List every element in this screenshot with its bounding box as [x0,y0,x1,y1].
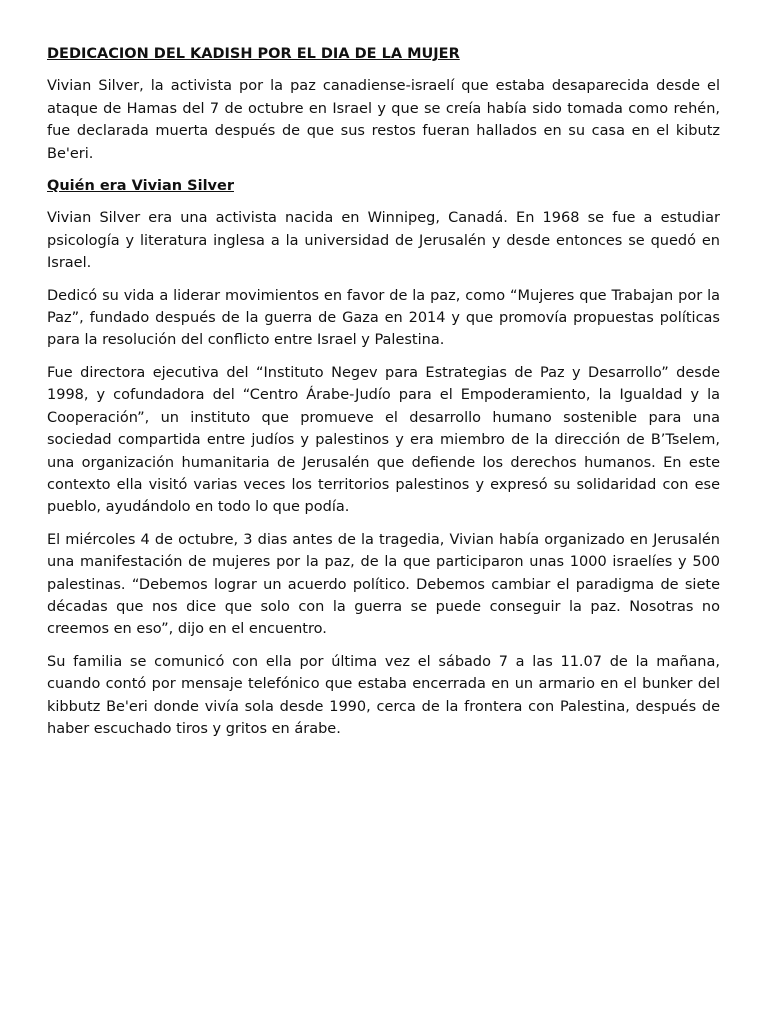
document-body [47,43,720,750]
paragraph-career: Fue directora ejecutiva del “Instituto Negev para Estrategias de Paz y Desarrollo” desde 1998, y cofundadora del “Centro Árabe-Judío para el Empoderamiento, la Igualdad y la Cooperación”, un instituto que promueve el desarrollo humano sostenible para una sociedad compartida entre judíos y palestinos y era miembro de la dirección de B’Tselem, una organización humanitaria de Jerusalén que defiende los derechos humanos. En este contexto ella visitó varias veces los territorios palestinos y expresó su solidaridad con ese pueblo, ayudándolo en todo lo que podía. [47,364,720,516]
section-subtitle: Quién era Vivian Silver [47,178,234,195]
document-title: DEDICACION DEL KADISH POR EL DIA DE LA MUJER [47,46,460,62]
paragraph-peace-movements: Dedicó su vida a liderar movimientos en favor de la paz, como “Mujeres que Trabajan por la Paz”, fundado después de la guerra de Gaza en 2014 y que promovía propuestas políticas para la resolución del conflicto entre Israel y Palestina. [47,287,720,349]
intro-paragraph: Vivian Silver, la activista por la paz canadiense-israelí que estaba desaparecida desde el ataque de Hamas del 7 de octubre en Israel y que se creía había sido tomada como rehén, fue declarada muerta después de que sus restos fueran hallados en su casa en el kibutz Be'eri. [47,78,720,162]
paragraph-birth: Vivian Silver era una activista nacida en Winnipeg, Canadá. En 1968 se fue a estudiar psicología y literatura inglesa a la universidad de Jerusalén y desde entonces se quedó en Israel. [47,210,720,272]
paragraph-last-contact: Su familia se comunicó con ella por última vez el sábado 7 a las 11.07 de la mañana, cuando contó por mensaje telefónico que estaba encerrada en un armario en el bunker del kibbutz Be'eri donde vivía sola desde 1990, cerca de la frontera con Palestina, después de haber escuchado tiros y gritos en árabe. [47,653,720,737]
paragraph-demonstration: El miércoles 4 de octubre, 3 dias antes de la tragedia, Vivian había organizado en Jerusalén una manifestación de mujeres por la paz, de la que participaron unas 1000 israelíes y 500 palestinas. “Debemos lograr un acuerdo político. Debemos cambiar el paradigma de siete décadas que nos dice que solo con la guerra se puede conseguir la paz. Nosotras no creemos en eso”, dijo en el encuentro. [47,531,720,638]
